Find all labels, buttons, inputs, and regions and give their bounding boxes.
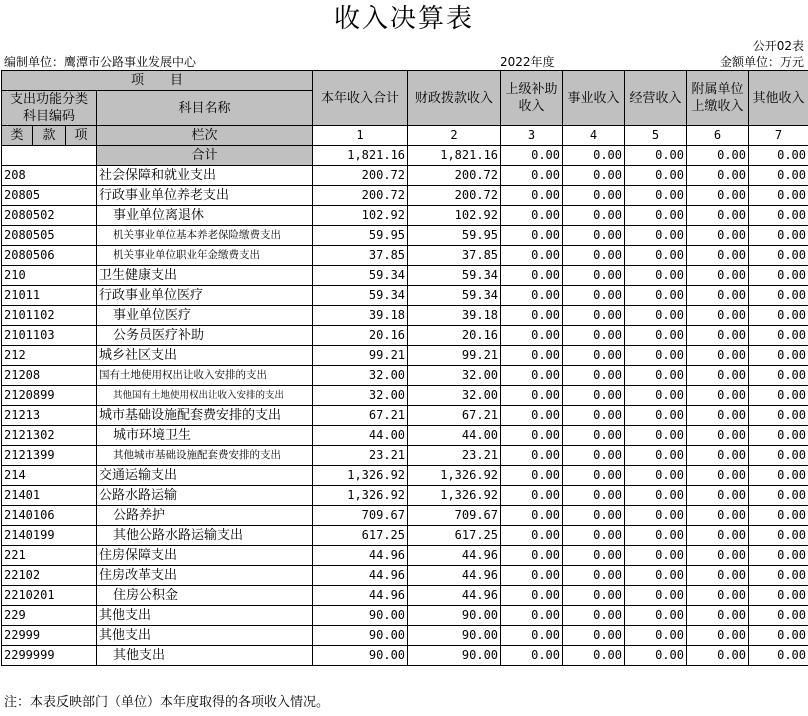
table-row xyxy=(2,546,808,566)
compiling-unit: 编制单位：鹰潭市公路事业发展中心 xyxy=(4,55,197,69)
row-value: 709.67 xyxy=(408,506,501,526)
row-code: 2120899 xyxy=(2,386,97,406)
page-title: 收入决算表 xyxy=(333,4,474,34)
row-value: 200.72 xyxy=(313,166,408,186)
row-value: 0.00 xyxy=(501,286,563,306)
row-value: 0.00 xyxy=(687,206,749,226)
row-value: 0.00 xyxy=(625,386,687,406)
total-row xyxy=(2,146,808,166)
row-name: 公务员医疗补助 xyxy=(97,326,313,346)
row-value: 0.00 xyxy=(749,346,808,366)
row-value: 0.00 xyxy=(749,626,808,646)
col-header-fiscal-appropriation: 财政拨款收入 xyxy=(408,71,501,126)
row-name: 交通运输支出 xyxy=(97,466,313,486)
row-value: 0.00 xyxy=(501,546,563,566)
row-value: 0.00 xyxy=(501,326,563,346)
row-value: 0.00 xyxy=(687,606,749,626)
table-row xyxy=(2,406,808,426)
row-value: 0.00 xyxy=(687,346,749,366)
row-value: 90.00 xyxy=(408,606,501,626)
row-value: 0.00 xyxy=(749,226,808,246)
row-code: 2080502 xyxy=(2,206,97,226)
row-value: 0.00 xyxy=(625,366,687,386)
col-header-affiliated-unit: 附属单位上缴收入 xyxy=(687,71,749,126)
row-value: 0.00 xyxy=(563,186,625,206)
row-value: 59.34 xyxy=(313,266,408,286)
row-value: 23.21 xyxy=(313,446,408,466)
row-value: 0.00 xyxy=(563,426,625,446)
col-header-superior-subsidy: 上级补助收入 xyxy=(501,71,563,126)
total-label: 合计 xyxy=(97,146,313,166)
row-value: 44.96 xyxy=(408,566,501,586)
row-value: 0.00 xyxy=(501,606,563,626)
row-value: 44.00 xyxy=(408,426,501,446)
row-value: 0.00 xyxy=(625,186,687,206)
row-value: 0.00 xyxy=(749,506,808,526)
row-value: 59.95 xyxy=(313,226,408,246)
table-row xyxy=(2,346,808,366)
row-value: 44.96 xyxy=(313,566,408,586)
row-value: 200.72 xyxy=(313,186,408,206)
row-name: 其他支出 xyxy=(97,646,313,666)
row-code: 21401 xyxy=(2,486,97,506)
row-value: 0.00 xyxy=(749,606,808,626)
col-num: 6 xyxy=(687,126,749,146)
row-value: 1,326.92 xyxy=(313,466,408,486)
row-value: 0.00 xyxy=(501,446,563,466)
row-value: 0.00 xyxy=(501,426,563,446)
row-value: 0.00 xyxy=(749,306,808,326)
row-name: 公路养护 xyxy=(97,506,313,526)
row-value: 0.00 xyxy=(501,526,563,546)
row-value: 39.18 xyxy=(313,306,408,326)
row-value: 0.00 xyxy=(625,486,687,506)
row-value: 0.00 xyxy=(563,486,625,506)
row-name: 公路水路运输 xyxy=(97,486,313,506)
row-code: 2101102 xyxy=(2,306,97,326)
row-value: 0.00 xyxy=(501,466,563,486)
row-value: 0.00 xyxy=(501,306,563,326)
row-value: 67.21 xyxy=(313,406,408,426)
row-value: 0.00 xyxy=(687,466,749,486)
row-value: 0.00 xyxy=(501,246,563,266)
amount-unit: 金额单位：万元 xyxy=(719,55,804,69)
fiscal-year: 2022年度 xyxy=(500,55,555,69)
row-value: 0.00 xyxy=(563,546,625,566)
row-value: 32.00 xyxy=(313,386,408,406)
row-name: 其他支出 xyxy=(97,606,313,626)
row-value: 0.00 xyxy=(563,326,625,346)
row-value: 0.00 xyxy=(687,446,749,466)
row-value: 0.00 xyxy=(625,286,687,306)
col-num: 3 xyxy=(501,126,563,146)
row-value: 1,326.92 xyxy=(408,486,501,506)
row-value: 0.00 xyxy=(687,486,749,506)
row-code: 221 xyxy=(2,546,97,566)
row-name: 其他国有土地使用权出让收入安排的支出 xyxy=(97,386,313,406)
row-value: 90.00 xyxy=(408,646,501,666)
kuan-header: 款 xyxy=(33,126,66,146)
row-value: 44.96 xyxy=(408,546,501,566)
row-value: 0.00 xyxy=(687,566,749,586)
row-value: 0.00 xyxy=(687,586,749,606)
subject-name-header: 科目名称 xyxy=(97,91,313,126)
row-value: 0.00 xyxy=(625,546,687,566)
row-name: 城市环境卫生 xyxy=(97,426,313,446)
table-row xyxy=(2,426,808,446)
table-row xyxy=(2,246,808,266)
table-row xyxy=(2,646,808,666)
row-value: 99.21 xyxy=(408,346,501,366)
table-code: 公开02表 xyxy=(752,39,804,53)
row-value: 0.00 xyxy=(501,166,563,186)
row-value: 44.96 xyxy=(313,586,408,606)
func-code-header: 支出功能分类科目编码 xyxy=(2,91,97,126)
row-value: 0.00 xyxy=(501,506,563,526)
row-value: 0.00 xyxy=(687,626,749,646)
row-code: 2080505 xyxy=(2,226,97,246)
row-value: 0.00 xyxy=(687,326,749,346)
table-header xyxy=(2,71,808,166)
row-value: 0.00 xyxy=(687,186,749,206)
row-name: 城乡社区支出 xyxy=(97,346,313,366)
row-value: 0.00 xyxy=(749,646,808,666)
row-code: 22102 xyxy=(2,566,97,586)
row-value: 0.00 xyxy=(501,226,563,246)
row-value: 0.00 xyxy=(749,366,808,386)
total-value: 0.00 xyxy=(687,146,749,166)
total-value: 1,821.16 xyxy=(408,146,501,166)
row-value: 0.00 xyxy=(563,526,625,546)
income-table xyxy=(1,70,808,666)
row-code: 2210201 xyxy=(2,586,97,606)
row-code: 214 xyxy=(2,466,97,486)
row-name: 住房改革支出 xyxy=(97,566,313,586)
row-value: 0.00 xyxy=(501,346,563,366)
row-value: 39.18 xyxy=(408,306,501,326)
row-value: 617.25 xyxy=(408,526,501,546)
row-value: 200.72 xyxy=(408,186,501,206)
row-value: 0.00 xyxy=(625,426,687,446)
total-value: 0.00 xyxy=(501,146,563,166)
row-value: 1,326.92 xyxy=(408,466,501,486)
row-value: 0.00 xyxy=(625,566,687,586)
row-value: 0.00 xyxy=(563,206,625,226)
row-code: 21208 xyxy=(2,366,97,386)
row-code: 2121302 xyxy=(2,426,97,446)
row-code: 21011 xyxy=(2,286,97,306)
row-name: 住房公积金 xyxy=(97,586,313,606)
table-row xyxy=(2,606,808,626)
row-value: 0.00 xyxy=(563,286,625,306)
col-num: 4 xyxy=(563,126,625,146)
row-name: 事业单位离退休 xyxy=(97,206,313,226)
footnote: 注：本表反映部门（单位）本年度取得的各项收入情况。 xyxy=(4,695,330,710)
row-name: 事业单位医疗 xyxy=(97,306,313,326)
row-value: 0.00 xyxy=(687,526,749,546)
row-value: 0.00 xyxy=(749,486,808,506)
col-num: 2 xyxy=(408,126,501,146)
row-value: 0.00 xyxy=(563,226,625,246)
row-code: 2299999 xyxy=(2,646,97,666)
row-value: 0.00 xyxy=(625,246,687,266)
row-value: 0.00 xyxy=(625,346,687,366)
row-value: 0.00 xyxy=(687,226,749,246)
row-value: 0.00 xyxy=(687,426,749,446)
row-value: 0.00 xyxy=(625,446,687,466)
lanci-header: 栏次 xyxy=(97,126,313,146)
row-value: 0.00 xyxy=(625,306,687,326)
col-num: 7 xyxy=(749,126,808,146)
row-value: 0.00 xyxy=(501,386,563,406)
row-value: 23.21 xyxy=(408,446,501,466)
row-value: 200.72 xyxy=(408,166,501,186)
row-code: 22999 xyxy=(2,626,97,646)
table-row xyxy=(2,186,808,206)
row-value: 0.00 xyxy=(749,566,808,586)
row-code: 2101103 xyxy=(2,326,97,346)
row-value: 0.00 xyxy=(563,566,625,586)
row-value: 0.00 xyxy=(687,546,749,566)
row-value: 0.00 xyxy=(563,446,625,466)
total-value: 0.00 xyxy=(625,146,687,166)
col-header-business-income: 事业收入 xyxy=(563,71,625,126)
row-value: 59.34 xyxy=(408,266,501,286)
row-value: 0.00 xyxy=(625,206,687,226)
table-row xyxy=(2,506,808,526)
row-value: 0.00 xyxy=(687,386,749,406)
col-num: 5 xyxy=(625,126,687,146)
row-value: 0.00 xyxy=(501,626,563,646)
row-value: 37.85 xyxy=(313,246,408,266)
table-row xyxy=(2,446,808,466)
row-value: 0.00 xyxy=(749,386,808,406)
table-row xyxy=(2,366,808,386)
row-code: 20805 xyxy=(2,186,97,206)
table-row xyxy=(2,526,808,546)
table-row xyxy=(2,466,808,486)
row-value: 0.00 xyxy=(563,266,625,286)
total-value: 1,821.16 xyxy=(313,146,408,166)
row-value: 0.00 xyxy=(625,626,687,646)
row-value: 0.00 xyxy=(749,406,808,426)
row-code: 210 xyxy=(2,266,97,286)
row-value: 0.00 xyxy=(625,606,687,626)
row-value: 1,326.92 xyxy=(313,486,408,506)
row-name: 国有土地使用权出让收入安排的支出 xyxy=(97,366,313,386)
row-value: 90.00 xyxy=(313,626,408,646)
row-value: 0.00 xyxy=(625,586,687,606)
row-value: 0.00 xyxy=(625,406,687,426)
row-value: 0.00 xyxy=(749,266,808,286)
row-value: 0.00 xyxy=(687,166,749,186)
row-value: 0.00 xyxy=(563,586,625,606)
col-header-other-income: 其他收入 xyxy=(749,71,808,126)
row-value: 0.00 xyxy=(749,466,808,486)
row-value: 0.00 xyxy=(563,626,625,646)
row-value: 0.00 xyxy=(563,466,625,486)
xiang-header: 项 xyxy=(66,126,97,146)
row-name: 机关事业单位基本养老保险缴费支出 xyxy=(97,226,313,246)
table-row xyxy=(2,226,808,246)
row-value: 44.96 xyxy=(313,546,408,566)
row-name: 城市基础设施配套费安排的支出 xyxy=(97,406,313,426)
row-value: 0.00 xyxy=(625,166,687,186)
row-value: 0.00 xyxy=(687,246,749,266)
row-value: 0.00 xyxy=(563,406,625,426)
row-value: 59.95 xyxy=(408,226,501,246)
row-value: 709.67 xyxy=(313,506,408,526)
row-value: 90.00 xyxy=(313,606,408,626)
row-value: 0.00 xyxy=(501,586,563,606)
row-value: 0.00 xyxy=(563,366,625,386)
table-row xyxy=(2,486,808,506)
row-code: 2140199 xyxy=(2,526,97,546)
table-row xyxy=(2,326,808,346)
total-value: 0.00 xyxy=(563,146,625,166)
row-value: 0.00 xyxy=(501,186,563,206)
row-code: 208 xyxy=(2,166,97,186)
table-row xyxy=(2,586,808,606)
row-value: 0.00 xyxy=(563,646,625,666)
row-value: 0.00 xyxy=(687,406,749,426)
row-value: 0.00 xyxy=(501,206,563,226)
row-value: 0.00 xyxy=(563,606,625,626)
row-value: 0.00 xyxy=(625,226,687,246)
row-value: 0.00 xyxy=(749,426,808,446)
row-name: 行政事业单位养老支出 xyxy=(97,186,313,206)
row-code: 21213 xyxy=(2,406,97,426)
row-code: 2080506 xyxy=(2,246,97,266)
row-value: 0.00 xyxy=(749,166,808,186)
row-value: 617.25 xyxy=(313,526,408,546)
table-row xyxy=(2,566,808,586)
row-value: 0.00 xyxy=(749,246,808,266)
row-value: 99.21 xyxy=(313,346,408,366)
row-value: 0.00 xyxy=(501,486,563,506)
row-value: 0.00 xyxy=(749,326,808,346)
row-value: 20.16 xyxy=(313,326,408,346)
row-value: 90.00 xyxy=(313,646,408,666)
row-value: 102.92 xyxy=(313,206,408,226)
row-value: 0.00 xyxy=(501,266,563,286)
row-value: 32.00 xyxy=(408,386,501,406)
row-value: 59.34 xyxy=(408,286,501,306)
row-value: 32.00 xyxy=(408,366,501,386)
row-value: 0.00 xyxy=(563,246,625,266)
row-value: 44.96 xyxy=(408,586,501,606)
row-value: 0.00 xyxy=(625,646,687,666)
row-code: 212 xyxy=(2,346,97,366)
table-row xyxy=(2,266,808,286)
row-value: 59.34 xyxy=(313,286,408,306)
row-name: 其他公路水路运输支出 xyxy=(97,526,313,546)
table-body xyxy=(2,166,808,666)
total-value: 0.00 xyxy=(749,146,808,166)
row-name: 行政事业单位医疗 xyxy=(97,286,313,306)
row-value: 20.16 xyxy=(408,326,501,346)
table-row xyxy=(2,626,808,646)
row-value: 0.00 xyxy=(687,266,749,286)
row-value: 0.00 xyxy=(687,286,749,306)
row-value: 0.00 xyxy=(749,546,808,566)
row-name: 其他城市基础设施配套费安排的支出 xyxy=(97,446,313,466)
row-value: 32.00 xyxy=(313,366,408,386)
row-value: 0.00 xyxy=(749,286,808,306)
table-row xyxy=(2,286,808,306)
row-value: 0.00 xyxy=(687,366,749,386)
row-name: 其他支出 xyxy=(97,626,313,646)
col-num: 1 xyxy=(313,126,408,146)
row-value: 0.00 xyxy=(625,266,687,286)
row-name: 卫生健康支出 xyxy=(97,266,313,286)
row-value: 37.85 xyxy=(408,246,501,266)
item-header: 项 目 xyxy=(2,71,313,91)
table-row xyxy=(2,166,808,186)
row-value: 0.00 xyxy=(625,526,687,546)
row-value: 0.00 xyxy=(501,406,563,426)
row-value: 0.00 xyxy=(501,366,563,386)
table-row xyxy=(2,386,808,406)
row-code: 229 xyxy=(2,606,97,626)
row-name: 机关事业单位职业年金缴费支出 xyxy=(97,246,313,266)
row-value: 0.00 xyxy=(563,166,625,186)
row-value: 0.00 xyxy=(749,586,808,606)
row-value: 0.00 xyxy=(563,346,625,366)
table-row xyxy=(2,306,808,326)
row-value: 0.00 xyxy=(687,506,749,526)
row-value: 0.00 xyxy=(749,526,808,546)
row-value: 90.00 xyxy=(408,626,501,646)
row-value: 102.92 xyxy=(408,206,501,226)
row-value: 0.00 xyxy=(625,466,687,486)
row-code: 2140106 xyxy=(2,506,97,526)
row-value: 0.00 xyxy=(501,646,563,666)
row-value: 0.00 xyxy=(749,206,808,226)
row-value: 0.00 xyxy=(501,566,563,586)
row-value: 0.00 xyxy=(625,506,687,526)
lei-header: 类 xyxy=(2,126,33,146)
row-value: 44.00 xyxy=(313,426,408,446)
row-value: 0.00 xyxy=(749,186,808,206)
total-blank xyxy=(2,146,97,166)
row-value: 0.00 xyxy=(687,646,749,666)
row-name: 住房保障支出 xyxy=(97,546,313,566)
row-value: 0.00 xyxy=(563,506,625,526)
row-value: 0.00 xyxy=(563,386,625,406)
col-header-total-income: 本年收入合计 xyxy=(313,71,408,126)
row-value: 0.00 xyxy=(625,326,687,346)
row-value: 0.00 xyxy=(563,306,625,326)
row-value: 0.00 xyxy=(749,446,808,466)
table-row xyxy=(2,206,808,226)
row-value: 67.21 xyxy=(408,406,501,426)
row-name: 社会保障和就业支出 xyxy=(97,166,313,186)
row-code: 2121399 xyxy=(2,446,97,466)
row-value: 0.00 xyxy=(687,306,749,326)
col-header-operating-income: 经营收入 xyxy=(625,71,687,126)
